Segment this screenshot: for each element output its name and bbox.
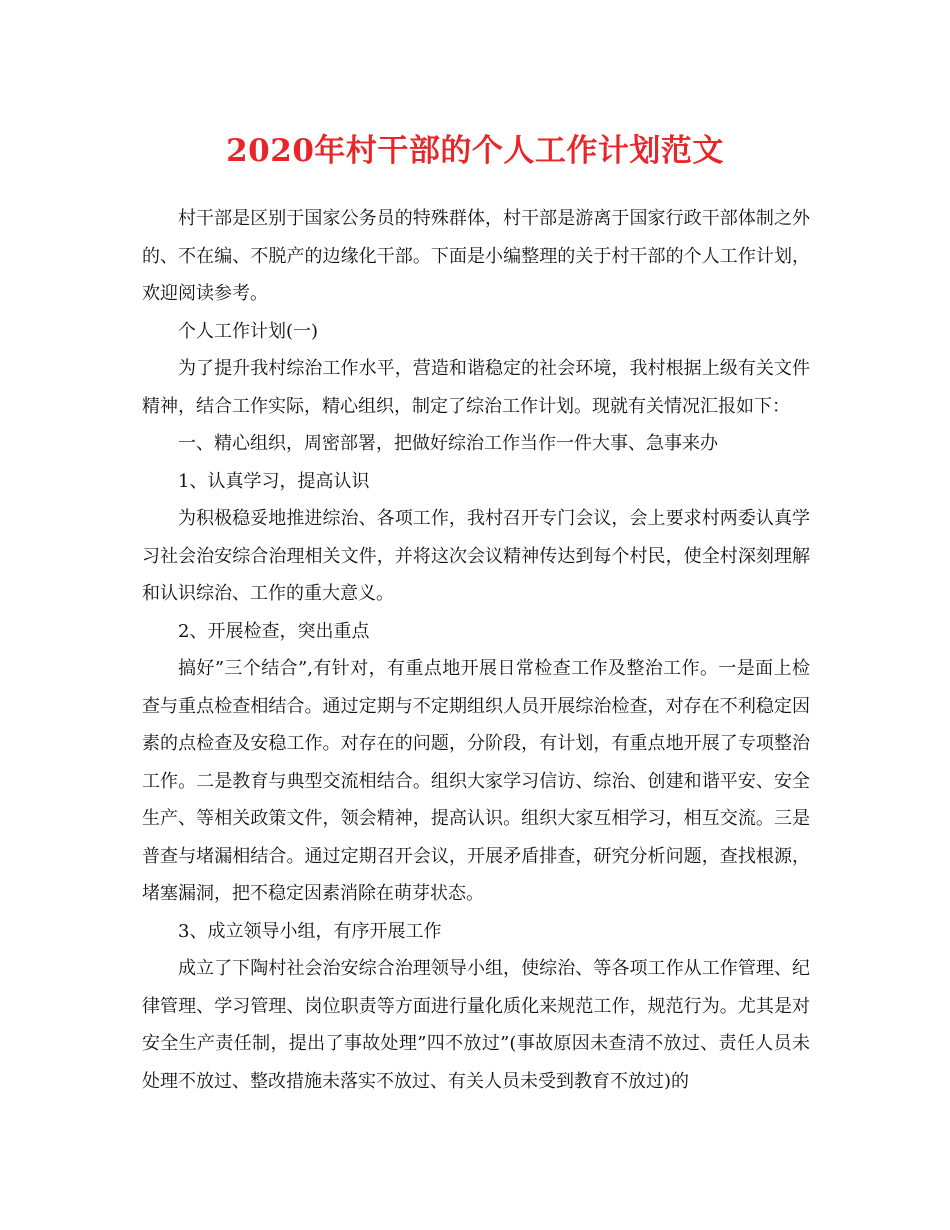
subheading-leadership: 3、成立领导小组，有序开展工作: [178, 920, 442, 942]
leadership-paragraph: 成立了下陶村社会治安综合治理领导小组，使综治、等各项工作从工作管理、纪律管理、学习管理、岗位职责等方面进行量化质化来规范工作，规范行为。尤其是对安全生产责任制，提出了事故处理”四不放过”(事故原因未查清不放过、责任人员未处理不放过、整改措施未落实不放过、有关人员未受到教育不放过)的: [142, 958, 810, 1092]
subheading-study: 1、认真学习，提高认识: [178, 470, 370, 492]
document-title: 2020年村干部的个人工作计划范文: [226, 133, 724, 169]
study-paragraph: 为积极稳妥地推进综治、各项工作，我村召开专门会议，会上要求村两委认真学习社会治安综合治理相关文件，并将这次会议精神传达到每个村民，使全村深刻理解和认识综治、工作的重大意义。: [142, 508, 810, 604]
subheading-inspection: 2、开展检查，突出重点: [178, 620, 370, 642]
section-heading-plan-one: 个人工作计划(一): [178, 320, 319, 342]
section-heading-one: 一、精心组织，周密部署，把做好综治工作当作一件大事、急事来办: [178, 433, 718, 454]
inspection-paragraph: 搞好”三个结合”,有针对，有重点地开展日常检查工作及整治工作。一是面上检查与重点检查相结合。通过定期与不定期组织人员开展综治检查，对存在不利稳定因素的点检查及安稳工作。对存在的问题，分阶段，有计划，有重点地开展了专项整治工作。二是教育与典型交流相结合。组织大家学习信访、综治、创建和谐平安、安全生产、等相关政策文件，领会精神，提高认识。组织大家互相学习，相互交流。三是普查与堵漏相结合。通过定期召开会议，开展矛盾排查，研究分析问题，查找根源，堵塞漏洞，把不稳定因素消除在萌芽状态。: [142, 658, 810, 904]
plan-intro-paragraph: 为了提升我村综治工作水平，营造和谐稳定的社会环境，我村根据上级有关文件精神，结合工作实际，精心组织，制定了综治工作计划。现就有关情况汇报如下：: [142, 358, 810, 417]
intro-paragraph: 村干部是区别于国家公务员的特殊群体，村干部是游离于国家行政干部体制之外的、不在编、不脱产的边缘化干部。下面是小编整理的关于村干部的个人工作计划，欢迎阅读参考。: [142, 208, 810, 304]
document-body: [142, 200, 810, 1100]
